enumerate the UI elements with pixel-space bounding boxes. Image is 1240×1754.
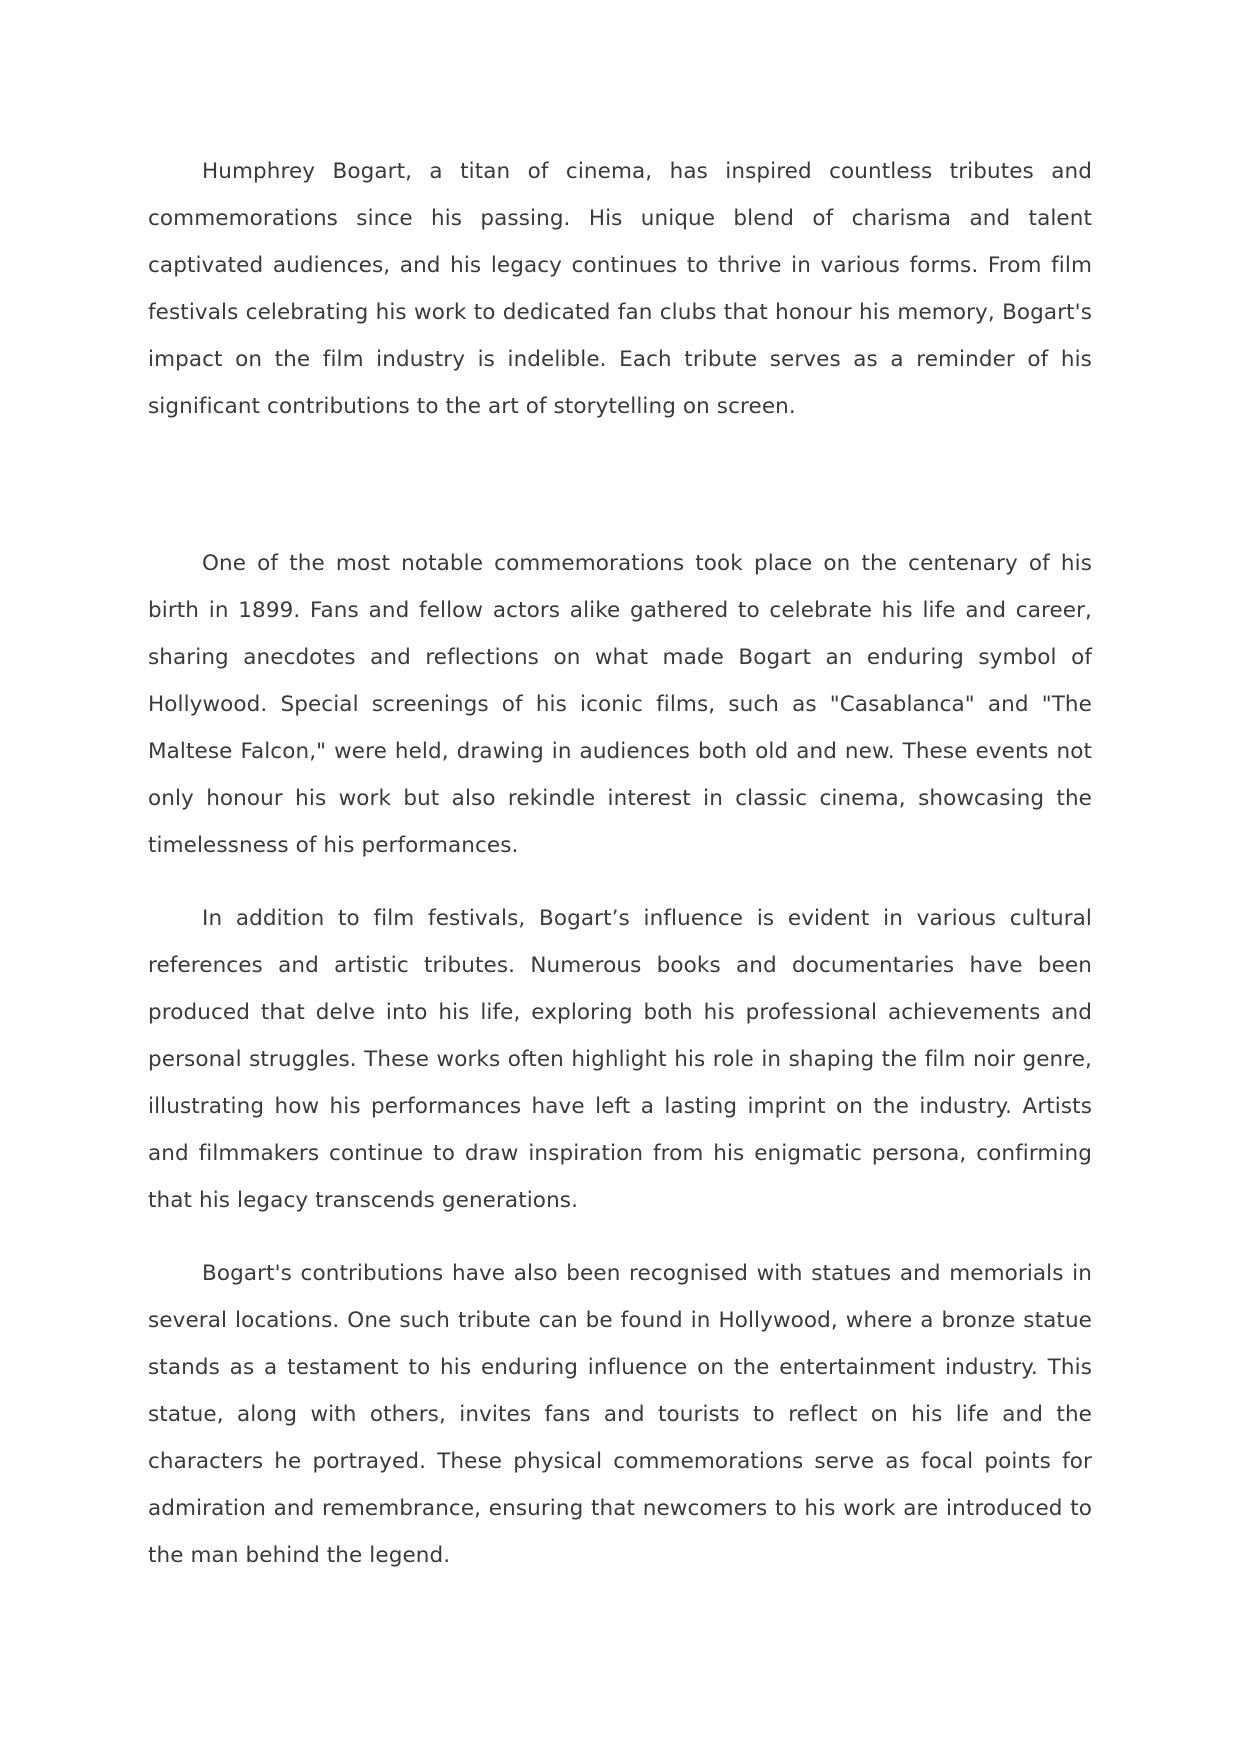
document-page	[148, 148, 1092, 1579]
paragraph-4: Bogart's contributions have also been recognised with statues and memorials in several locations. One such tribute can be found in Hollywood, where a bronze statue stands as a testament to his enduring influence on the entertainment industry. This statue, along with others, invites fans and tourists to reflect on his life and the characters he portrayed. These physical commemorations serve as focal points for admiration and remembrance, ensuring that newcomers to his work are introduced to the man behind the legend.	[148, 1261, 1092, 1568]
paragraph-2: One of the most notable commemorations took place on the centenary of his birth in 1899. Fans and fellow actors alike gathered to celebrate his life and career, sharing anecdotes and reflections on what made Bogart an enduring symbol of Hollywood. Special screenings of his iconic films, such as "Casablanca" and "The Maltese Falcon," were held, drawing in audiences both old and new. These events not only honour his work but also rekindle interest in classic cinema, showcasing the timelessness of his performances.	[148, 551, 1092, 858]
paragraph-3: In addition to film festivals, Bogart’s influence is evident in various cultural references and artistic tributes. Numerous books and documentaries have been produced that delve into his life, exploring both his professional achievements and personal struggles. These works often highlight his role in shaping the film noir genre, illustrating how his performances have left a lasting imprint on the industry. Artists and filmmakers continue to draw inspiration from his enigmatic persona, confirming that his legacy transcends generations.	[148, 906, 1092, 1213]
paragraph-1: Humphrey Bogart, a titan of cinema, has inspired countless tributes and commemorations since his passing. His unique blend of charisma and talent captivated audiences, and his legacy continues to thrive in various forms. From film festivals celebrating his work to dedicated fan clubs that honour his memory, Bogart's impact on the film industry is indelible. Each tribute serves as a reminder of his significant contributions to the art of storytelling on screen.	[148, 159, 1092, 419]
